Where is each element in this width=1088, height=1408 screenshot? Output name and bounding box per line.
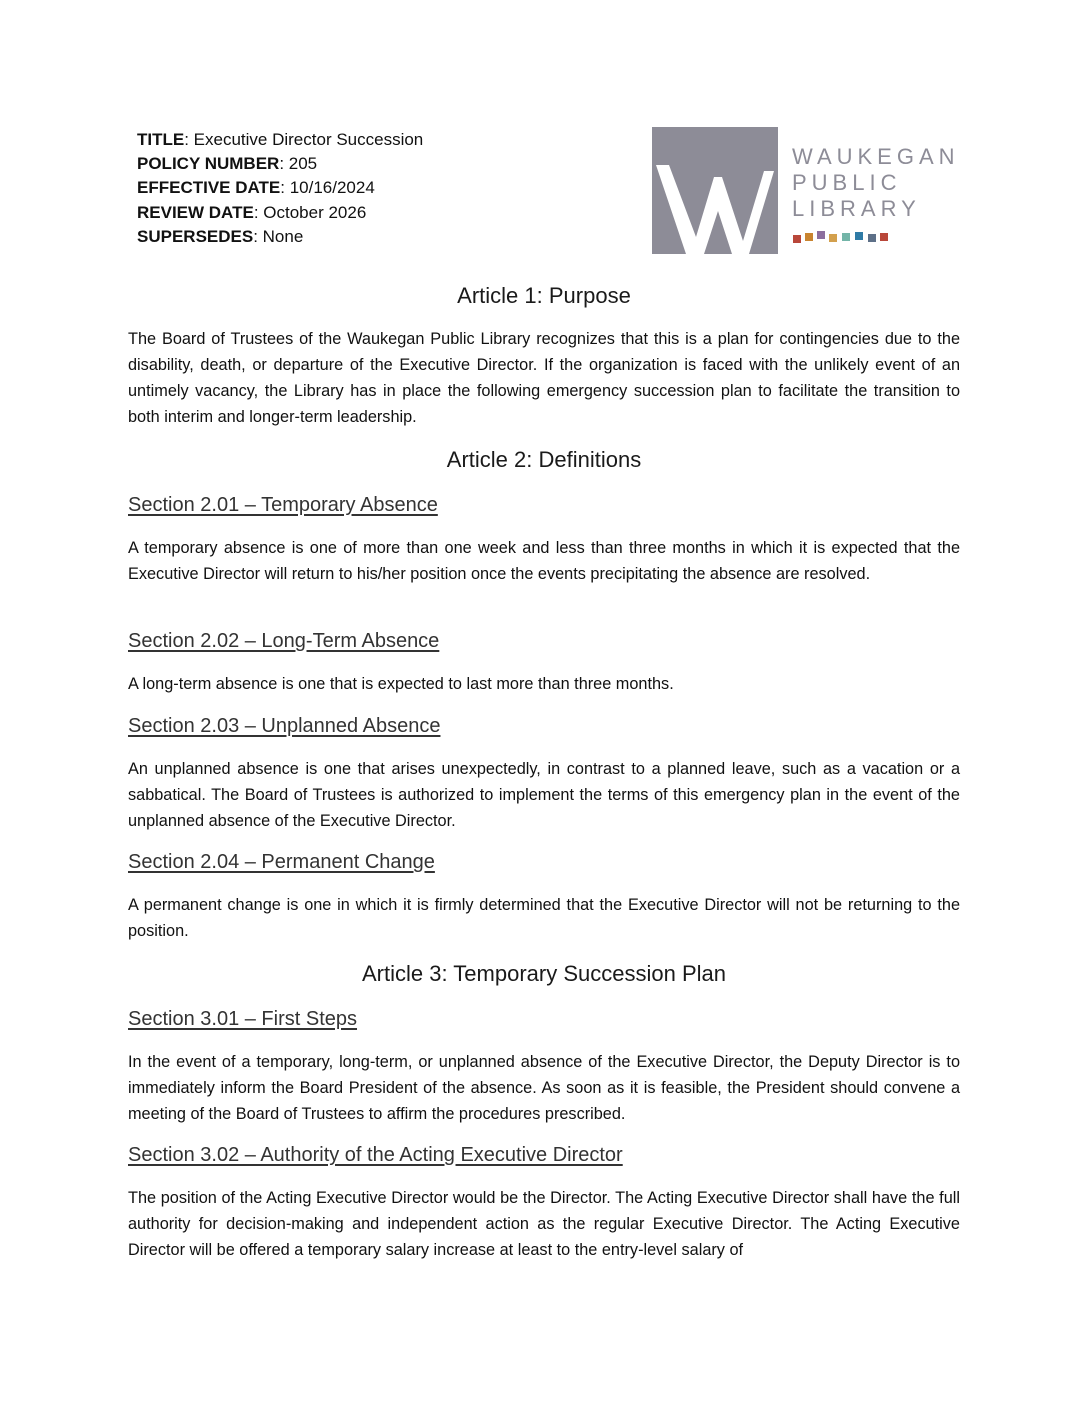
title-line: [137, 128, 557, 152]
logo-square: [829, 234, 837, 242]
section-2-01-paragraph: A temporary absence is one of more than one week and less than three months in which it is expected that the Executive Director will return to his/her position once the events precipitating the absence are resolved.: [128, 539, 960, 583]
w-letter-icon: [652, 127, 778, 254]
policy-number-line: [137, 152, 557, 176]
title-value: : Executive Director Succession: [184, 130, 424, 149]
policy-number-value: : 205: [279, 154, 318, 174]
logo-square: [793, 235, 801, 243]
library-logo: [652, 127, 972, 257]
policy-number-label: POLICY NUMBER: [137, 154, 280, 174]
section-2-04-heading: Section 2.04 – Permanent Change: [128, 851, 435, 873]
effective-date-value: : 10/16/2024: [280, 178, 375, 198]
section-2-03-heading: Section 2.03 – Unplanned Absence: [128, 715, 441, 737]
logo-square: [868, 234, 876, 242]
section-2-02-paragraph: A long-term absence is one that is expected to last more than three months.: [128, 675, 674, 693]
logo-square: [805, 233, 813, 241]
article-3-heading: Article 3: Temporary Succession Plan: [362, 961, 726, 986]
logo-line-2: PUBLIC: [792, 170, 902, 195]
effective-date-label: EFFECTIVE DATE: [137, 178, 281, 198]
section-2-02-heading: Section 2.02 – Long-Term Absence: [128, 630, 440, 652]
article-2-heading: Article 2: Definitions: [446, 447, 642, 472]
supersedes-line: [137, 225, 557, 249]
article-1-heading: Article 1: Purpose: [457, 283, 631, 308]
logo-square: [817, 231, 825, 239]
logo-w-mark: [652, 127, 778, 254]
logo-square: [855, 232, 863, 240]
section-3-01-paragraph: In the event of a temporary, long-term, or unplanned absence of the Executive Director, the Deputy Director is to immediately inform the Board President of the absence. As soon as it is feasible, the President should convene a meeting of the Board of Trustees to affirm the procedures prescribed.: [128, 1053, 960, 1123]
logo-square: [842, 233, 850, 241]
logo-square: [880, 233, 888, 241]
section-2-03-paragraph: An unplanned absence is one that arises unexpectedly, in contrast to a planned leave, such as a vacation or a sabbatical. The Board of Trustees is authorized to implement the terms of this emergency plan in the event of the unplanned absence of the Executive Director.: [128, 760, 960, 830]
article-1-paragraph: The Board of Trustees of the Waukegan Public Library recognizes that this is a plan for contingencies due to the disability, death, or departure of the Executive Director. If the organization is faced with the unlikely event of an untimely vacancy, the Library has in place the following emergency succession plan to facilitate the transition to both interim and longer-term leadership.: [128, 330, 960, 426]
supersedes-value: : None: [253, 226, 304, 246]
section-3-02-paragraph: The position of the Acting Executive Director would be the Director. The Acting Executive Director shall have the full authority for decision-making and independent action as the regular Executive Director. The Acting Executive Director will be offered a temporary salary increase at least to the entry-level salary of: [128, 1189, 960, 1259]
logo-line-1: WAUKEGAN: [792, 144, 960, 169]
logo-line-3: LIBRARY: [792, 196, 921, 221]
title-label: TITLE: [137, 130, 185, 149]
section-2-01-heading: Section 2.01 – Temporary Absence: [128, 494, 438, 516]
logo-wordmark: [792, 144, 960, 222]
section-3-01-heading: Section 3.01 – First Steps: [128, 1008, 358, 1030]
effective-date-line: [137, 176, 557, 200]
review-date-label: REVIEW DATE: [137, 202, 254, 222]
section-2-04-paragraph: A permanent change is one in which it is firmly determined that the Executive Director will not be returning to the position.: [128, 896, 960, 940]
review-date-line: [137, 201, 557, 225]
section-3-02-heading: Section 3.02 – Authority of the Acting Executive Director: [128, 1144, 623, 1166]
supersedes-label: SUPERSEDES: [137, 226, 254, 246]
policy-metadata: [137, 128, 557, 249]
review-date-value: : October 2026: [253, 202, 367, 222]
